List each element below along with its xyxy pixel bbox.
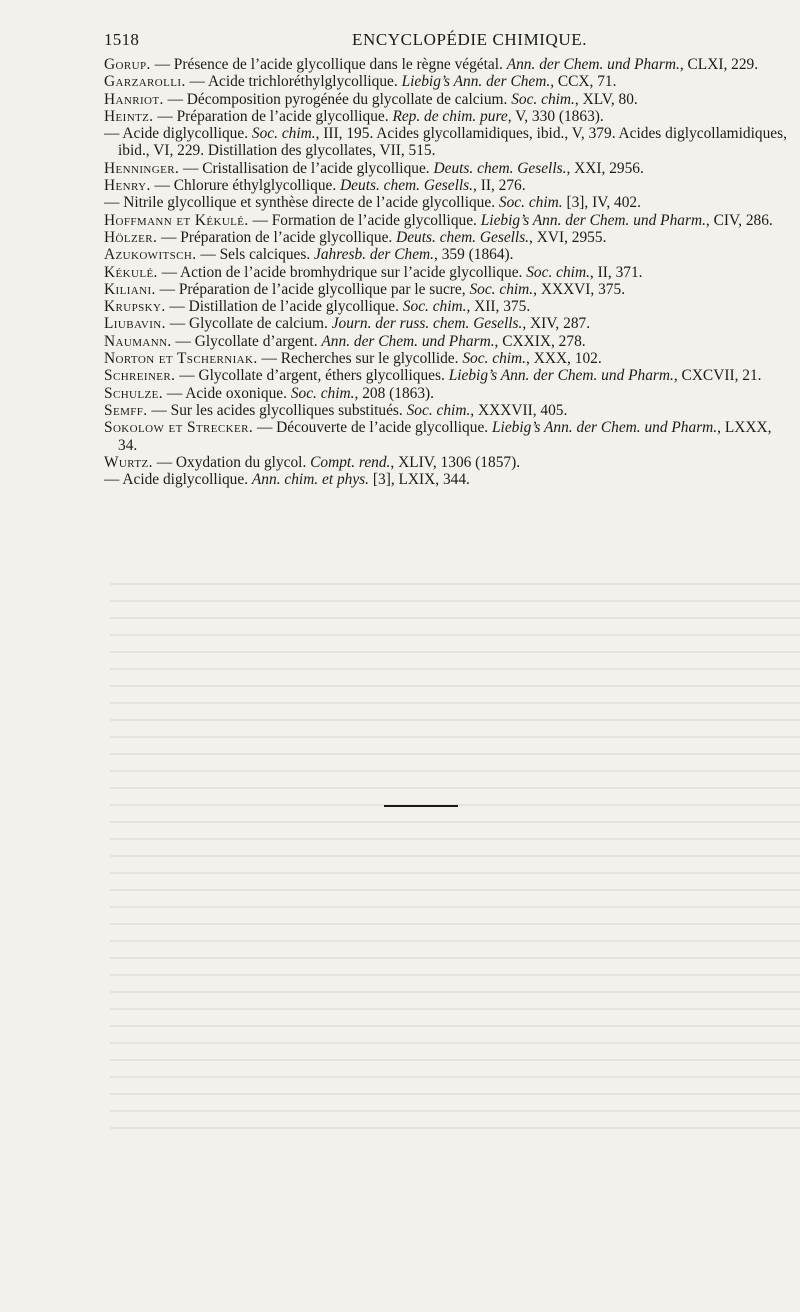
- entry-journal: Ann. der Chem. und Pharm.: [506, 56, 680, 73]
- show-through-text: [110, 575, 800, 1135]
- entry-title: — Recherches sur le glycollide.: [257, 350, 463, 368]
- bibliography-entry: [104, 298, 794, 315]
- entry-author: Krupsky.: [104, 298, 166, 316]
- entry-reference: , 208 (1863).: [354, 384, 435, 402]
- entry-reference: , XXX, 102.: [526, 350, 602, 368]
- entry-journal: Soc. chim.: [526, 263, 590, 281]
- entry-journal: Compt. rend.: [310, 453, 391, 471]
- bibliography-entry: [104, 333, 794, 350]
- entry-reference: , XIV, 287.: [522, 315, 591, 333]
- entry-author: Semff.: [104, 401, 148, 419]
- bibliography-entry: [104, 229, 794, 246]
- entry-author: Wurtz.: [104, 453, 153, 471]
- entry-reference: , XVI, 2955.: [529, 228, 607, 246]
- entry-reference: , XXXVI, 375.: [533, 280, 626, 298]
- entry-journal: Soc. chim.: [402, 298, 467, 316]
- entry-title: — Acide diglycollique.: [104, 125, 252, 143]
- entry-title: — Acide diglycollique.: [104, 471, 252, 489]
- entry-title: — Glycollate de calcium.: [165, 315, 332, 333]
- section-end-rule: [384, 805, 458, 807]
- entry-author: Kékulé.: [104, 263, 158, 281]
- bibliography-entry: [104, 177, 794, 194]
- entry-author: Hoffmann et Kékulé.: [104, 211, 249, 229]
- entry-journal: Deuts. chem. Gesells.: [433, 159, 567, 177]
- entry-reference: , XLV, 80.: [574, 90, 638, 108]
- entry-title: — Glycollate d’argent.: [171, 332, 322, 350]
- bibliography-entry: [104, 56, 794, 73]
- entry-reference: , CXCVII, 21.: [673, 367, 762, 385]
- entry-journal: Jahresb. der Chem.: [314, 246, 434, 264]
- bibliography-entry: [104, 367, 794, 384]
- bibliography-entry: [104, 194, 794, 211]
- entry-title: — Préparation de l’acide glycollique.: [157, 228, 397, 246]
- bibliography-entry: [104, 160, 794, 177]
- entry-reference: , XII, 375.: [466, 298, 531, 316]
- entry-journal: Deuts. chem. Gesells.: [340, 177, 473, 195]
- entry-journal: Soc. chim.: [290, 384, 355, 402]
- entry-author: Kiliani.: [104, 280, 156, 298]
- entry-title: — Décomposition pyrogénée du glycollate de calcium.: [163, 90, 512, 108]
- bibliography-entry: [104, 471, 794, 488]
- entry-title: — Action de l’acide bromhydrique sur l’acide glycollique.: [157, 263, 527, 281]
- entry-author: Gorup.: [104, 56, 151, 73]
- entry-journal: Liebig’s Ann. der Chem. und Pharm.: [448, 367, 674, 385]
- entry-reference: [3], IV, 402.: [562, 194, 641, 212]
- bibliography-entry: [104, 246, 794, 263]
- entry-author: Henry.: [104, 177, 151, 195]
- entry-journal: Soc. chim.: [462, 350, 527, 368]
- entry-title: — Formation de l’acide glycollique.: [248, 211, 481, 229]
- entry-author: Sokolow et Strecker.: [104, 419, 254, 437]
- entry-title: — Découverte de l’acide glycollique.: [253, 419, 492, 437]
- bibliography-entry: [104, 73, 794, 90]
- bibliography-entry: [104, 419, 794, 454]
- entry-reference: , CIV, 286.: [705, 211, 773, 229]
- entry-title: — Présence de l’acide glycollique dans le règne végétal.: [150, 56, 507, 73]
- entry-author: Schreiner.: [104, 367, 176, 385]
- entry-title: — Glycollate d’argent, éthers glycolliques.: [175, 367, 449, 385]
- entry-title: — Nitrile glycollique et synthèse directe de l’acide glycollique.: [104, 194, 499, 212]
- entry-author: Liubavin.: [104, 315, 166, 333]
- entry-journal: Ann. chim. et phys.: [251, 471, 370, 489]
- bibliography-entry: [104, 264, 794, 281]
- entry-journal: Soc. chim.: [498, 194, 563, 212]
- entry-reference: , II, 276.: [473, 177, 526, 195]
- entry-author: Henninger.: [104, 159, 180, 177]
- bibliography-entry: [104, 108, 794, 125]
- entry-journal: Soc. chim.: [406, 401, 471, 419]
- bibliography-entry: [104, 315, 794, 332]
- entry-reference: , CCX, 71.: [550, 73, 617, 91]
- entry-reference: , XXI, 2956.: [566, 159, 644, 177]
- entry-reference: , CXXIX, 278.: [494, 332, 586, 350]
- entry-reference: , V, 330 (1863).: [507, 107, 604, 125]
- entry-reference: , III, 195. Acides glycollamidiques, ibid., V, 379. Acides diglycollamidiques, ibid., VI, 229. Distillation des glycollates, VII, 515.: [118, 125, 787, 160]
- entry-journal: Journ. der russ. chem. Gesells.: [331, 315, 523, 333]
- page-header: [104, 30, 780, 56]
- entry-title: — Préparation de l’acide glycollique.: [153, 107, 393, 125]
- entry-journal: Liebig’s Ann. der Chem. und Pharm.: [480, 211, 706, 229]
- bibliography-entry: [104, 212, 794, 229]
- bibliography-entry: [104, 350, 794, 367]
- entry-title: — Chlorure éthylglycollique.: [150, 177, 341, 195]
- bibliography-entry: [104, 454, 794, 471]
- entry-reference: [3], LXIX, 344.: [369, 471, 470, 489]
- entry-journal: Ann. der Chem. und Pharm.: [321, 332, 495, 350]
- entry-title: — Acide trichloréthylglycollique.: [185, 73, 402, 91]
- entry-author: Naumann.: [104, 332, 172, 350]
- entry-author: Azukowitsch.: [104, 246, 197, 264]
- entry-journal: Rep. de chim. pure: [392, 107, 508, 125]
- entry-reference: , II, 371.: [589, 263, 643, 281]
- entry-journal: Soc. chim.: [469, 280, 534, 298]
- page-number: 1518: [104, 30, 140, 49]
- entry-author: Norton et Tscherniak.: [104, 350, 258, 368]
- entry-reference: , XXXVII, 405.: [470, 401, 568, 419]
- bibliography-entry: [104, 281, 794, 298]
- entry-reference: , 359 (1864).: [434, 246, 514, 264]
- entry-journal: Soc. chim.: [511, 90, 575, 108]
- entry-journal: Liebig’s Ann. der Chem. und Pharm.: [491, 419, 718, 437]
- entry-title: — Sur les acides glycolliques substitués.: [147, 401, 407, 419]
- entry-reference: , CLXI, 229.: [679, 56, 759, 73]
- entry-title: — Oxydation du glycol.: [152, 453, 311, 471]
- entry-title: — Préparation de l’acide glycollique par le sucre,: [155, 280, 470, 298]
- entry-title: — Distillation de l’acide glycollique.: [165, 298, 403, 316]
- bibliography-list: [104, 56, 794, 488]
- entry-journal: Liebig’s Ann. der Chem.: [401, 73, 551, 91]
- bibliography-entry: [104, 385, 794, 402]
- entry-author: Schulze.: [104, 384, 163, 402]
- entry-author: Hölzer.: [104, 228, 158, 246]
- entry-journal: Soc. chim.: [251, 125, 316, 143]
- entry-title: — Cristallisation de l’acide glycollique.: [179, 159, 434, 177]
- entry-author: Hanriot.: [104, 90, 164, 108]
- entry-author: Heintz.: [104, 107, 154, 125]
- entry-journal: Deuts. chem. Gesells.: [396, 228, 530, 246]
- entry-author: Garzarolli.: [104, 73, 186, 91]
- bibliography-entry: [104, 125, 794, 160]
- running-title: ENCYCLOPÉDIE CHIMIQUE.: [352, 30, 588, 49]
- entry-title: — Sels calciques.: [196, 246, 315, 264]
- entry-title: — Acide oxonique.: [163, 384, 291, 402]
- bibliography-entry: [104, 402, 794, 419]
- entry-reference: , XLIV, 1306 (1857).: [390, 453, 521, 471]
- bibliography-entry: [104, 91, 794, 108]
- entry-reference: , LXXX, 34.: [118, 419, 772, 454]
